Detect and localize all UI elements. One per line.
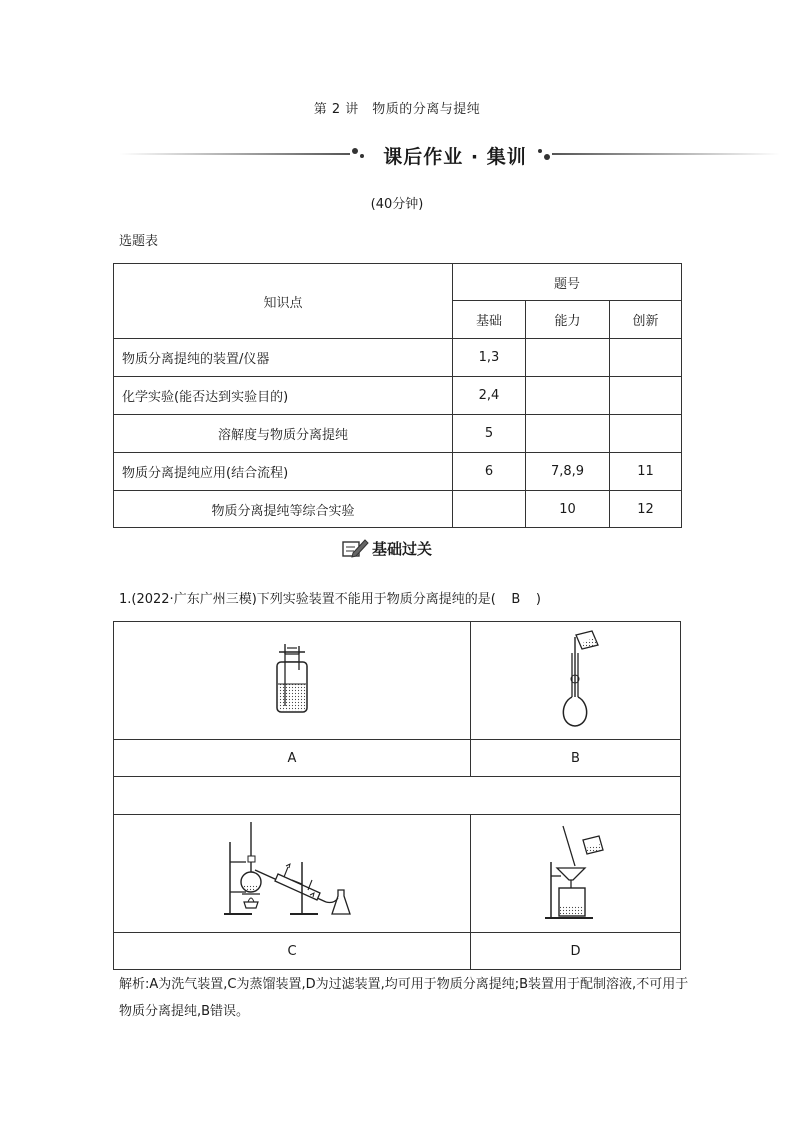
row-basic: 1,3: [453, 339, 526, 377]
row-topic: 溶解度与物质分离提纯: [114, 415, 453, 453]
header-level-ability: 能力: [526, 301, 610, 339]
row-ability: 7,8,9: [526, 453, 610, 491]
row-ability: [526, 339, 610, 377]
apparatus-table: [113, 621, 681, 970]
option-label-b: B: [471, 740, 681, 777]
header-knowledge: 知识点: [114, 264, 453, 339]
header-numbers: 题号: [453, 264, 682, 301]
apparatus-cell-d: [471, 815, 681, 933]
row-innovation: 11: [610, 453, 682, 491]
lecture-title: 第 2 讲 物质的分离与提纯: [313, 102, 481, 117]
row-basic: 2,4: [453, 377, 526, 415]
header-level-basic: 基础: [453, 301, 526, 339]
pencil-notebook-icon: [340, 537, 370, 559]
option-label-d: D: [471, 933, 681, 970]
row-innovation: [610, 377, 682, 415]
gas-washing-bottle-icon: [267, 644, 317, 714]
option-label-a: A: [114, 740, 471, 777]
question-answer: B: [511, 592, 521, 607]
banner-dot: [538, 149, 542, 153]
row-basic: 5: [453, 415, 526, 453]
banner-title: 课后作业 · 集训: [383, 146, 527, 168]
row-topic: 化学实验(能否达到实验目的): [114, 377, 453, 415]
banner: [120, 140, 780, 170]
header-level-innovation: 创新: [610, 301, 682, 339]
question-stem: 1.(2022·广东广州三模)下列实验装置不能用于物质分离提纯的是(: [119, 592, 496, 607]
selection-table: [113, 263, 682, 528]
table-label: 选题表: [119, 234, 159, 249]
row-innovation: [610, 415, 682, 453]
distillation-apparatus-icon: [222, 822, 362, 922]
row-basic: 6: [453, 453, 526, 491]
apparatus-cell-b: [471, 622, 681, 740]
row-ability: [526, 377, 610, 415]
row-ability: 10: [526, 491, 610, 528]
row-ability: [526, 415, 610, 453]
question-close: ): [535, 592, 541, 607]
volumetric-flask-icon: [546, 629, 606, 729]
spacer-row: [114, 777, 681, 815]
banner-dot: [544, 154, 550, 160]
banner-line-right: [552, 153, 780, 155]
question-1: [119, 588, 541, 607]
row-innovation: [610, 339, 682, 377]
row-innovation: 12: [610, 491, 682, 528]
duration: (40分钟): [370, 197, 424, 212]
section-title: 基础过关: [372, 540, 433, 558]
row-topic: 物质分离提纯应用(结合流程): [114, 453, 453, 491]
section-heading: [340, 537, 456, 561]
row-topic: 物质分离提纯等综合实验: [114, 491, 453, 528]
row-topic: 物质分离提纯的装置/仪器: [114, 339, 453, 377]
row-basic: [453, 491, 526, 528]
banner-dot: [360, 154, 364, 158]
banner-dot: [352, 148, 358, 154]
apparatus-cell-a: [114, 622, 471, 740]
banner-line-left: [120, 153, 350, 155]
option-label-c: C: [114, 933, 471, 970]
apparatus-cell-c: [114, 815, 471, 933]
explanation: 解析:A为洗气装置,C为蒸馏装置,D为过滤装置,均可用于物质分离提纯;B装置用于配制溶液,不可用于物质分离提纯,B错误。: [119, 977, 689, 1019]
filtration-apparatus-icon: [541, 822, 611, 922]
